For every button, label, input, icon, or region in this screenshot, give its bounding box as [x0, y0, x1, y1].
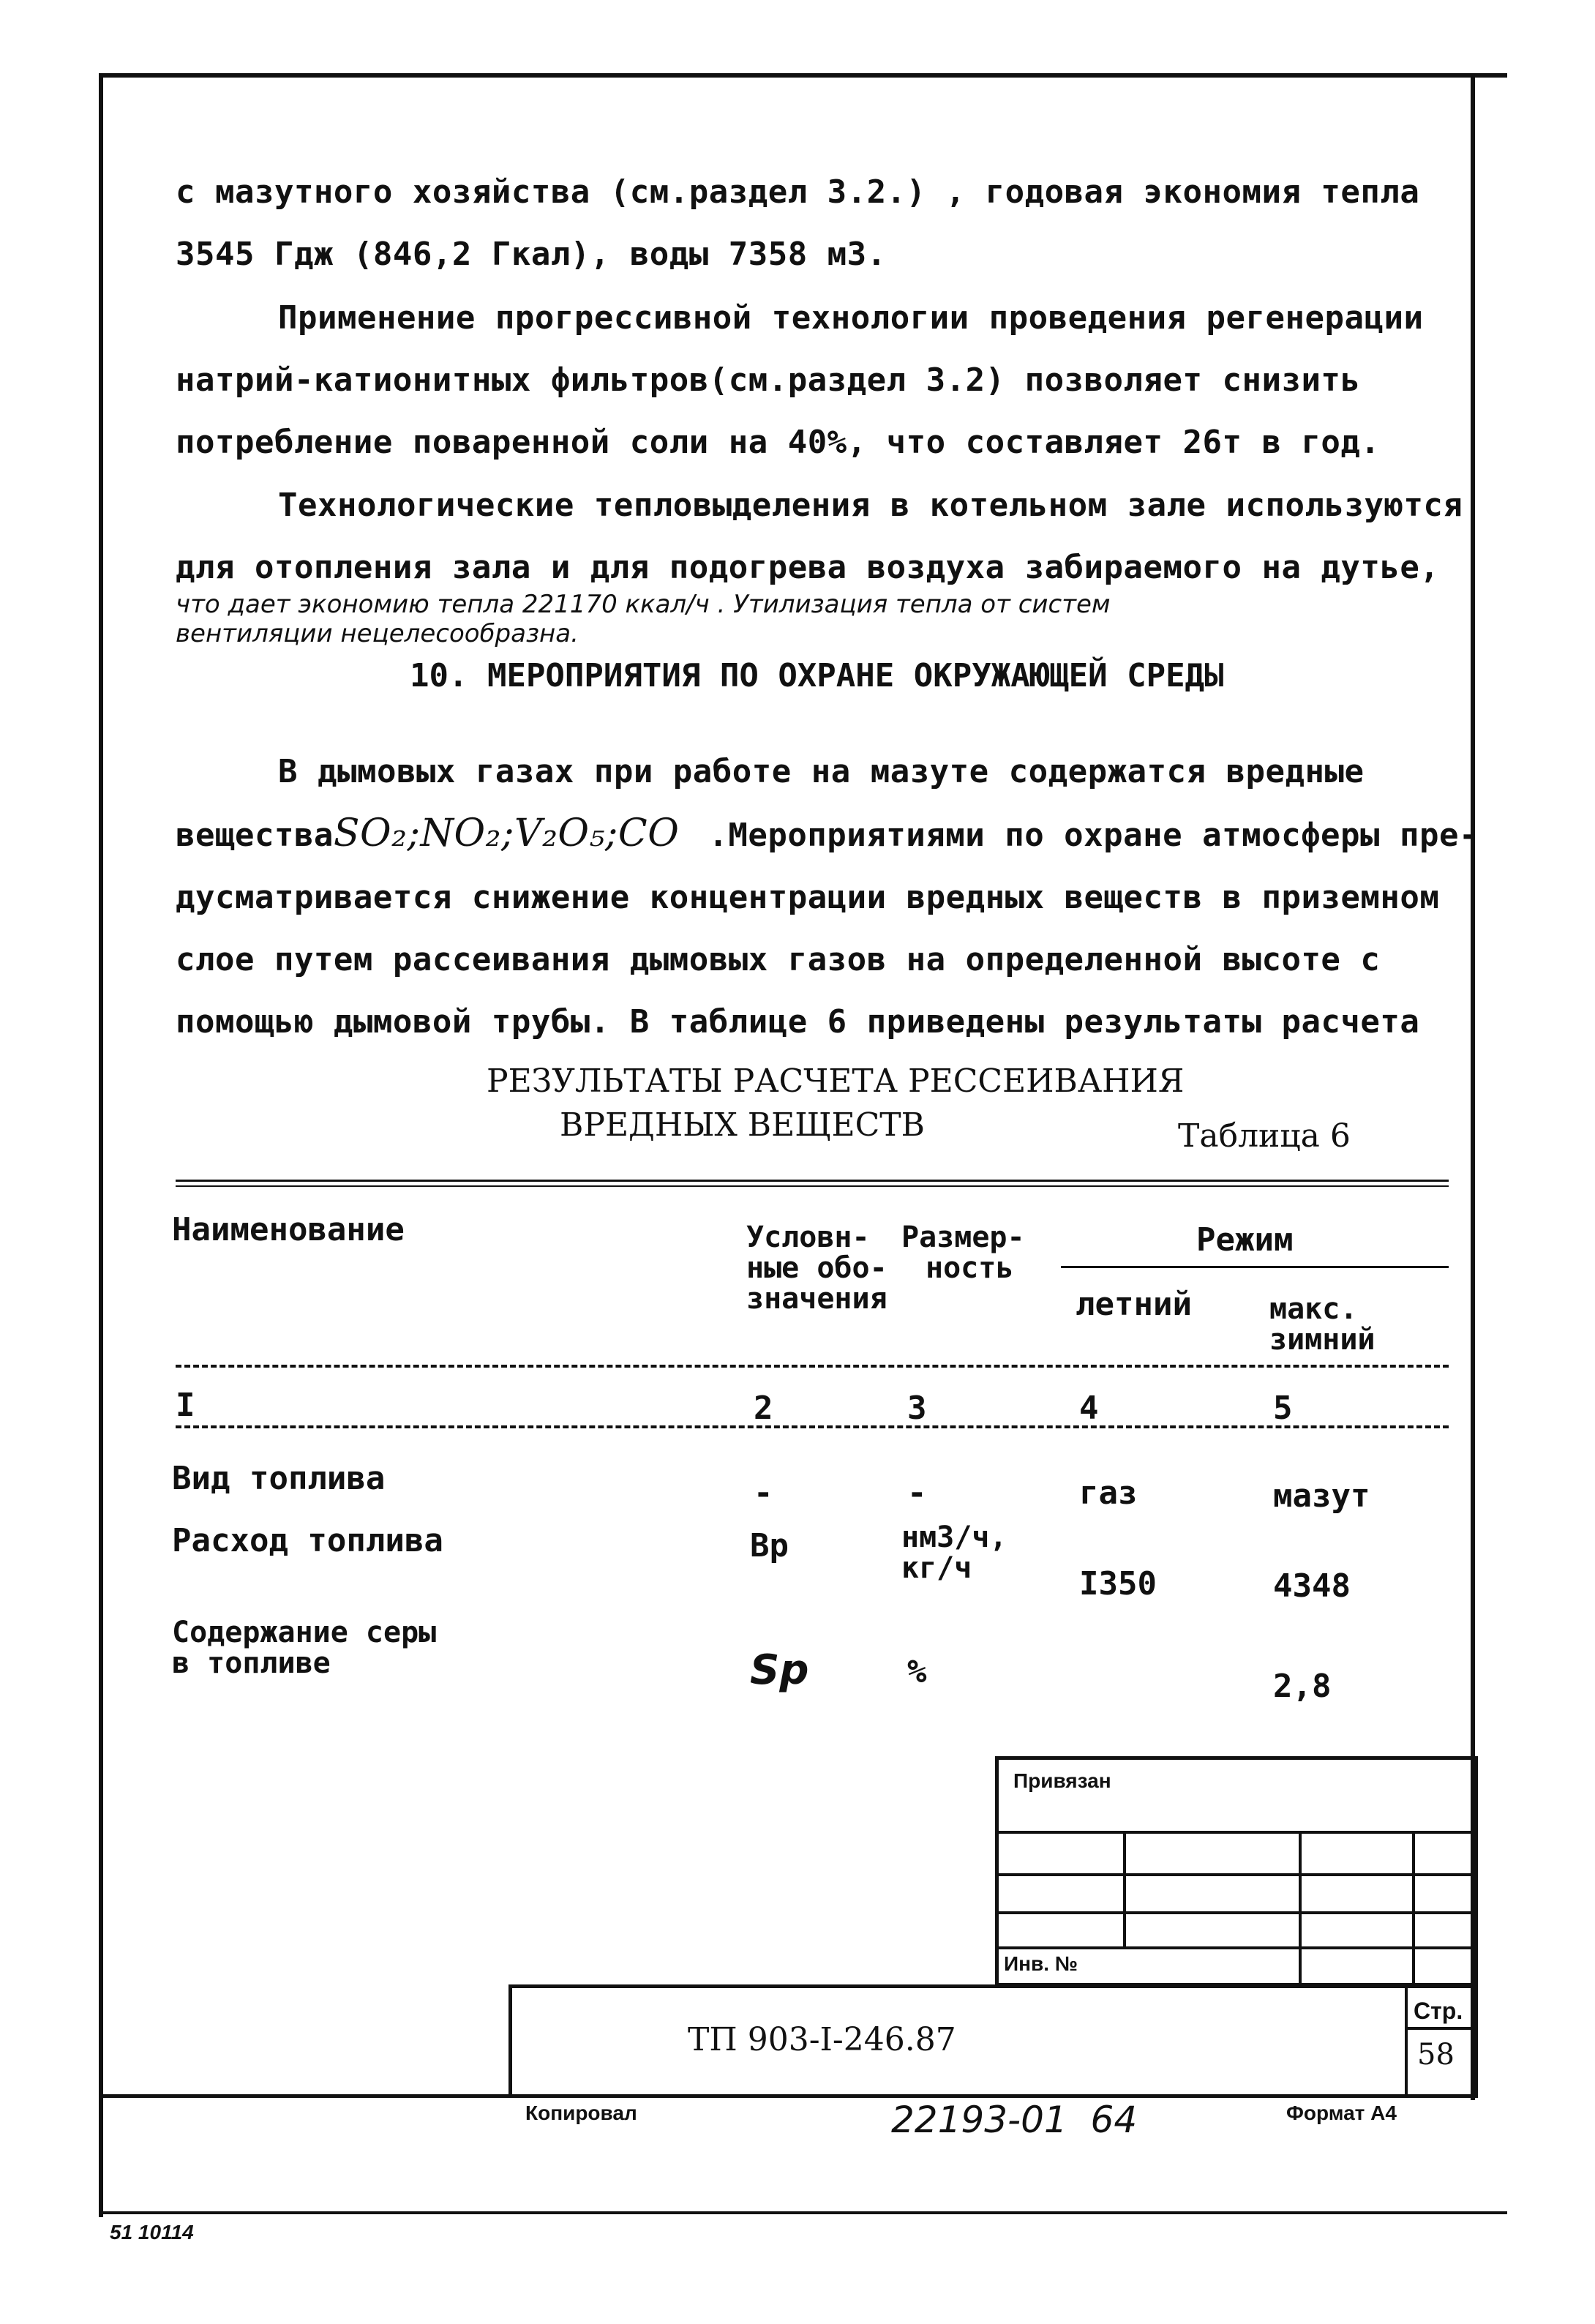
stamp-grid-line: [995, 1873, 1478, 1876]
stamp-inv-label: Инв. №: [1004, 1952, 1078, 1975]
header-winter-line-1: макс.: [1269, 1292, 1358, 1326]
stamp-grid-line: [995, 1946, 1478, 1949]
row-fuel-consumption-unit-line-1: нм3/ч,: [901, 1521, 1007, 1554]
stamp-format-label: Формат А4: [1286, 2102, 1397, 2124]
row-sulfur-name-line-2: в топливе: [172, 1646, 331, 1680]
paragraph-line: потребление поваренной соли на 40%, что составляет 26т в год.: [176, 424, 1381, 461]
stamp-page-label: Стр.: [1414, 1998, 1463, 2024]
table-rule-top: [176, 1180, 1449, 1182]
paragraph-line: дусматривается снижение концентрации вредных веществ в приземном: [176, 879, 1440, 916]
footer-code: 51 10114: [110, 2221, 194, 2244]
paragraph-line: слое путем рассеивания дымовых газов на определенной высоте с: [176, 941, 1381, 978]
paragraph-heat-economy: [176, 161, 1463, 285]
stamp-kopiroval-label: Копировал: [525, 2102, 637, 2124]
frame-border-left: [99, 73, 103, 2217]
paragraph-line: помощью дымовой трубы. В таблице 6 приведены результаты расчета: [176, 1003, 1420, 1041]
row-sulfur-symbol: Sр: [750, 1646, 809, 1694]
col-number-5: 5: [1273, 1390, 1293, 1427]
row-sulfur-winter: 2,8: [1273, 1668, 1332, 1705]
paragraph-line-formula: [176, 803, 1479, 866]
paragraph-line: натрий-катионитных фильтров(см.раздел 3.2) позволяет снизить: [176, 361, 1361, 399]
table-title-line-1: РЕЗУЛЬТАТЫ РАСЧЕТА РЕССЕИВАНИЯ: [487, 1062, 1185, 1100]
paragraph-salt-economy: [176, 287, 1463, 473]
table-label: Таблица 6: [1178, 1117, 1351, 1155]
stamp-doc-code: ТП 903-I-246.87: [688, 2021, 956, 2058]
row-fuel-type-symbol: -: [754, 1474, 773, 1512]
row-fuel-type-winter: мазут: [1273, 1477, 1370, 1515]
col-number-1: I: [176, 1387, 195, 1424]
paragraph-fragment: вещества: [176, 817, 334, 854]
row-sulfur-name-line-1: Содержание серы: [172, 1616, 437, 1649]
paragraph-heat-release: [176, 474, 1463, 599]
row-fuel-type-summer: газ: [1079, 1474, 1138, 1512]
header-name: Наименование: [172, 1211, 405, 1248]
pollutant-formula: SO₂;NO₂;V₂O₅;CO: [333, 811, 680, 855]
row-fuel-consumption-summer: I350: [1079, 1565, 1157, 1603]
table-rule-header-bottom: [176, 1365, 1449, 1368]
table-rule-col-numbers: [176, 1425, 1449, 1428]
stamp-grid-line: [995, 1831, 1478, 1834]
table-rule-top-inner: [176, 1185, 1449, 1187]
col-number-4: 4: [1079, 1390, 1099, 1427]
stamp-grid-line: [995, 1911, 1478, 1914]
stamp-title-block: [508, 1984, 1478, 2098]
handwritten-line: вентиляции нецелесообразна.: [176, 619, 579, 648]
stamp-handwritten-number: 22193-01 64: [891, 2099, 1138, 2141]
paragraph-line: для отопления зала и для подогрева воздуха забираемого на дутье,: [176, 549, 1440, 586]
frame-border-top: [99, 73, 1507, 78]
row-fuel-type-name: Вид топлива: [172, 1460, 386, 1497]
row-fuel-consumption-unit-line-2: кг/ч: [901, 1551, 972, 1585]
stamp-page-divider: [1405, 2027, 1478, 2030]
header-unit-line-1: Размер-: [901, 1221, 1025, 1254]
paragraph-line: Применение прогрессивной технологии проведения регенерации: [278, 299, 1424, 337]
header-mode: Режим: [1196, 1221, 1294, 1259]
header-symbol-line-2: ные обо-: [746, 1251, 887, 1285]
paragraph-line: Технологические тепловыделения в котельном зале используются: [278, 487, 1463, 524]
col-number-2: 2: [754, 1390, 773, 1427]
stamp-page-number: 58: [1417, 2038, 1455, 2072]
header-unit-line-2: ность: [926, 1251, 1014, 1285]
row-fuel-consumption-winter: 4348: [1273, 1567, 1351, 1605]
paragraph-fragment: .Мероприятиями по охране атмосферы пре-: [708, 817, 1479, 854]
header-winter-line-2: зимний: [1269, 1323, 1376, 1357]
table-rule-mode: [1061, 1266, 1449, 1268]
row-fuel-consumption-name: Расход топлива: [172, 1522, 443, 1559]
table-title-line-2: ВРЕДНЫХ ВЕЩЕСТВ: [560, 1106, 925, 1144]
handwritten-line: что дает экономию тепла 221170 ккал/ч . Утилизация тепла от систем: [176, 590, 1111, 619]
header-summer: летний: [1076, 1286, 1192, 1323]
row-fuel-consumption-symbol: Вр: [750, 1527, 789, 1564]
col-number-3: 3: [907, 1390, 927, 1427]
paragraph-line: 3545 Гдж (846,2 Гкал), воды 7358 м3.: [176, 236, 887, 273]
row-fuel-type-unit: -: [907, 1474, 927, 1512]
section-heading: 10. МЕРОПРИЯТИЯ ПО ОХРАНЕ ОКРУЖАЮЩЕЙ СРЕДЫ: [410, 657, 1224, 694]
paragraph-line: В дымовых газах при работе на мазуте содержатся вредные: [278, 753, 1365, 790]
handwritten-note: [176, 590, 1463, 648]
header-symbol-line-3: значения: [746, 1282, 887, 1316]
stamp-grid-line: [1412, 1831, 1415, 1987]
footer-rule: [99, 2211, 1507, 2214]
stamp-grid-line: [1299, 1831, 1302, 1987]
stamp-grid-line: [1123, 1831, 1126, 1946]
stamp-privyazan-label: Привязан: [1013, 1769, 1111, 1792]
header-symbol-line-1: Условн-: [746, 1221, 870, 1254]
paragraph-environment: [176, 741, 1479, 1053]
stamp-page-divider: [1405, 1984, 1408, 2098]
paragraph-line: с мазутного хозяйства (см.раздел 3.2.) , годовая экономия тепла: [176, 173, 1420, 211]
row-sulfur-unit: %: [907, 1653, 927, 1690]
